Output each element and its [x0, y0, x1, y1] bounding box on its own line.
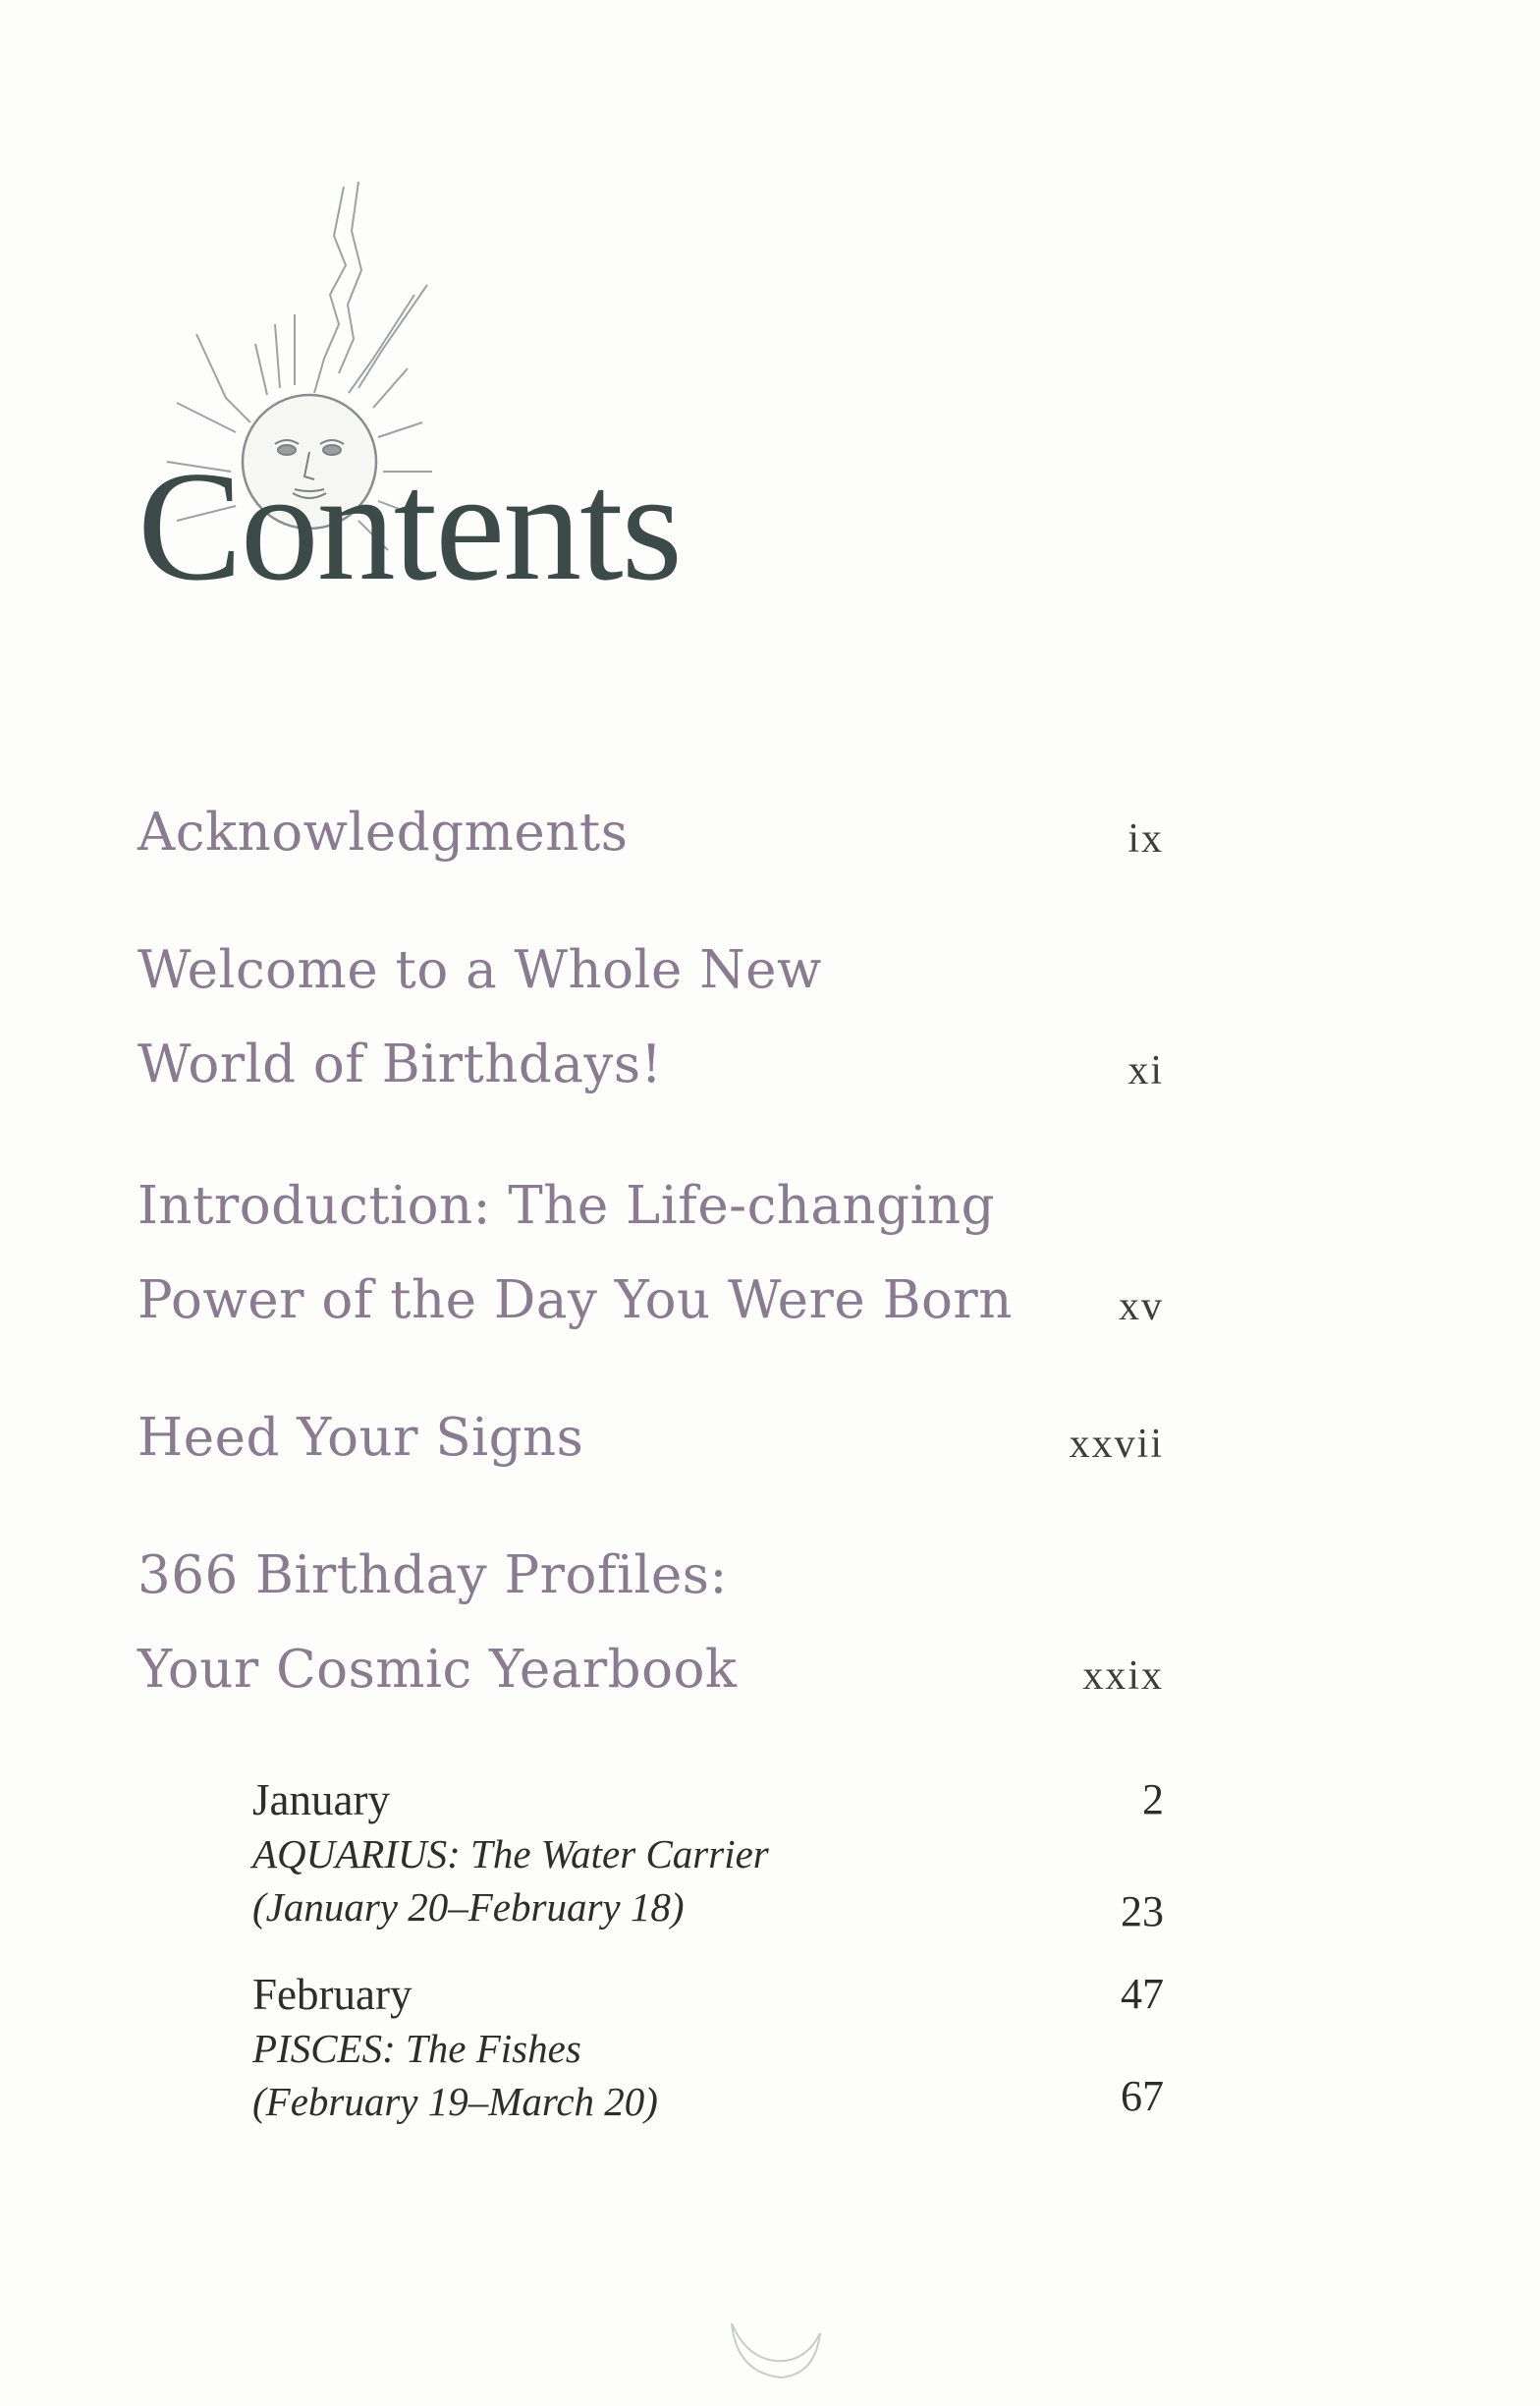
sign-page: 67 [1121, 2072, 1164, 2120]
sign-label: PISCES: The Fishes [252, 2026, 581, 2071]
toc-entry-title: Welcome to a Whole New [138, 940, 822, 1000]
toc-entry-page: xxvii [1069, 1422, 1164, 1467]
sign-date-range: (February 19–March 20) [252, 2079, 658, 2124]
toc-entry-title: World of Birthdays! [138, 1035, 663, 1094]
month-page: 47 [1121, 1970, 1164, 2018]
page-title: Contents [138, 438, 681, 613]
sign-page: 23 [1121, 1887, 1164, 1935]
toc-subentry-february[interactable] [252, 1967, 1164, 2134]
toc-entry-introduction[interactable] [138, 1159, 1164, 1348]
title-block [138, 177, 766, 613]
toc-entry-page: xxix [1082, 1653, 1164, 1699]
toc-subentry-january[interactable] [252, 1772, 1164, 1939]
toc-entry-page: xv [1119, 1284, 1164, 1329]
toc-entry-title: 366 Birthday Profiles: [138, 1545, 728, 1605]
month-label: January [252, 1775, 390, 1824]
toc-entry-birthday-profiles[interactable] [138, 1529, 1164, 1717]
month-page: 2 [1142, 1775, 1164, 1823]
crescent-moon-icon [722, 2294, 830, 2402]
toc-entry-title: Heed Your Signs [138, 1408, 584, 1468]
table-of-contents [138, 786, 1164, 2134]
month-label: February [252, 1970, 412, 2019]
toc-entry-title: Power of the Day You Were Born [138, 1270, 1013, 1330]
toc-entry-title: Introduction: The Life-changing [138, 1176, 996, 1236]
toc-entry-welcome[interactable] [138, 923, 1164, 1112]
toc-entry-heed-your-signs[interactable] [138, 1391, 1164, 1485]
toc-entry-page: xi [1128, 1048, 1164, 1093]
sign-label: AQUARIUS: The Water Carrier [252, 1831, 769, 1876]
toc-entry-title: Your Cosmic Yearbook [138, 1640, 738, 1700]
sign-date-range: (January 20–February 18) [252, 1884, 685, 1930]
toc-entry-page: ix [1128, 816, 1164, 862]
toc-entry-acknowledgments[interactable] [138, 786, 1164, 880]
toc-entry-title: Acknowledgments [138, 803, 629, 863]
